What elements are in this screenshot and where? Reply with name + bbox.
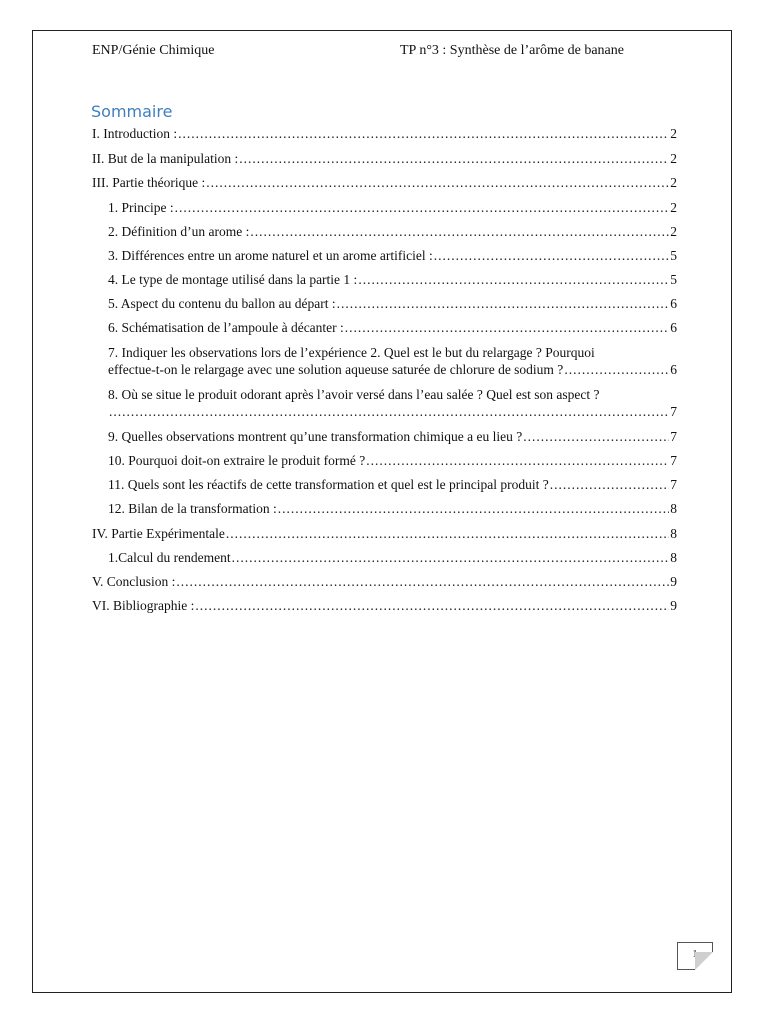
toc-page-number: 8 xyxy=(670,501,677,516)
toc-entry-label: 5. Aspect du contenu du ballon au départ : xyxy=(108,296,336,311)
toc-page-number: 2 xyxy=(670,151,677,166)
toc-entry[interactable] xyxy=(108,248,677,264)
toc-entry-label: 11. Quels sont les réactifs de cette transformation et quel est le principal produit ? xyxy=(108,477,549,492)
toc-page-number: 2 xyxy=(670,200,677,215)
toc-entry-label: 4. Le type de montage utilisé dans la partie 1 : xyxy=(108,272,358,287)
toc-entry[interactable] xyxy=(108,429,677,445)
toc-entry[interactable] xyxy=(92,175,677,191)
toc-entry-label: 10. Pourquoi doit-on extraire le produit formé ? xyxy=(108,453,366,468)
toc-leader xyxy=(109,404,669,420)
toc-entry-label: 3. Différences entre un arome naturel et un arome artificiel : xyxy=(108,248,433,263)
toc-entry-label: 1. Principe : xyxy=(108,200,174,215)
toc-entry[interactable] xyxy=(108,477,677,493)
toc-page-number: 5 xyxy=(670,272,677,287)
header-left: ENP/Génie Chimique xyxy=(92,43,215,58)
toc-entry[interactable] xyxy=(108,200,677,216)
toc-page-number: 9 xyxy=(670,574,677,589)
toc-entry[interactable] xyxy=(92,126,677,142)
toc-page-number: 7 xyxy=(670,477,677,492)
toc-entry[interactable] xyxy=(92,598,677,614)
toc-entry-label: I. Introduction : xyxy=(92,126,178,141)
toc-entry-label: VI. Bibliographie : xyxy=(92,598,195,613)
toc-leader xyxy=(178,126,669,142)
toc-page-number: 6 xyxy=(670,296,677,311)
toc-leader xyxy=(206,175,669,191)
toc-entry[interactable] xyxy=(108,362,677,378)
toc-leader xyxy=(250,224,669,240)
toc-entry[interactable] xyxy=(108,272,677,288)
toc-page-number: 8 xyxy=(670,550,677,565)
toc-leader xyxy=(550,477,670,493)
toc-entry-label: II. But de la manipulation : xyxy=(92,151,239,166)
toc-leader xyxy=(278,501,670,517)
toc-entry[interactable] xyxy=(108,453,677,469)
toc-entry[interactable] xyxy=(108,550,677,566)
toc-entry-label: 6. Schématisation de l’ampoule à décanter : xyxy=(108,320,344,335)
toc-entry-label: IV. Partie Expérimentale xyxy=(92,526,225,541)
toc-page-number: 2 xyxy=(670,224,677,239)
toc-entry[interactable] xyxy=(92,151,677,167)
toc-leader xyxy=(176,574,669,590)
toc-leader xyxy=(337,296,670,312)
toc-entry-label: 2. Définition d’un arome : xyxy=(108,224,250,239)
toc-entry-first-line[interactable]: 7. Indiquer les observations lors de l’expérience 2. Quel est le but du relargage ? Pourquoi xyxy=(108,345,595,360)
toc-title: Sommaire xyxy=(91,102,173,121)
toc-leader xyxy=(564,362,669,378)
toc-entry-label: 9. Quelles observations montrent qu’une transformation chimique a eu lieu ? xyxy=(108,429,523,444)
toc-entry-label: V. Conclusion : xyxy=(92,574,176,589)
toc-entry[interactable] xyxy=(92,574,677,590)
toc-page-number: 2 xyxy=(670,126,677,141)
toc-page-number: 6 xyxy=(670,320,677,335)
toc-leader xyxy=(523,429,669,445)
toc-leader xyxy=(239,151,669,167)
page-number: 1 xyxy=(692,949,698,960)
toc-leader xyxy=(232,550,670,566)
toc-page-number: 9 xyxy=(670,598,677,613)
toc-page-number: 5 xyxy=(670,248,677,263)
toc-leader xyxy=(175,200,670,216)
toc-entry[interactable] xyxy=(108,320,677,336)
toc-leader xyxy=(434,248,670,264)
toc-page-number: 8 xyxy=(670,526,677,541)
toc-entry[interactable] xyxy=(92,526,677,542)
toc-entry[interactable] xyxy=(108,296,677,312)
toc-entry-label: 12. Bilan de la transformation : xyxy=(108,501,277,516)
toc-leader xyxy=(345,320,669,336)
toc-page-number: 7 xyxy=(670,404,677,419)
header-right: TP n°3 : Synthèse de l’arôme de banane xyxy=(400,43,624,58)
toc-leader xyxy=(226,526,669,542)
toc-entry-label: III. Partie théorique : xyxy=(92,175,206,190)
toc-entry[interactable] xyxy=(108,224,677,240)
toc-entry-label: effectue-t-on le relargage avec une solution aqueuse saturée de chlorure de sodium ? xyxy=(108,362,564,377)
toc-leader xyxy=(358,272,669,288)
toc-leader xyxy=(195,598,669,614)
page-number-tab xyxy=(677,942,713,970)
toc-entry-first-line[interactable]: 8. Où se situe le produit odorant après l’avoir versé dans l’eau salée ? Quel est son aspect ? xyxy=(108,387,600,402)
toc-page-number: 2 xyxy=(670,175,677,190)
toc-entry[interactable] xyxy=(108,501,677,517)
toc-page-number: 7 xyxy=(670,429,677,444)
toc-page-number: 7 xyxy=(670,453,677,468)
page-curl-icon xyxy=(695,952,713,970)
toc-page-number: 6 xyxy=(670,362,677,377)
toc-entry[interactable] xyxy=(108,404,677,420)
toc-leader xyxy=(366,453,669,469)
toc-entry-label: 1.Calcul du rendement xyxy=(108,550,231,565)
